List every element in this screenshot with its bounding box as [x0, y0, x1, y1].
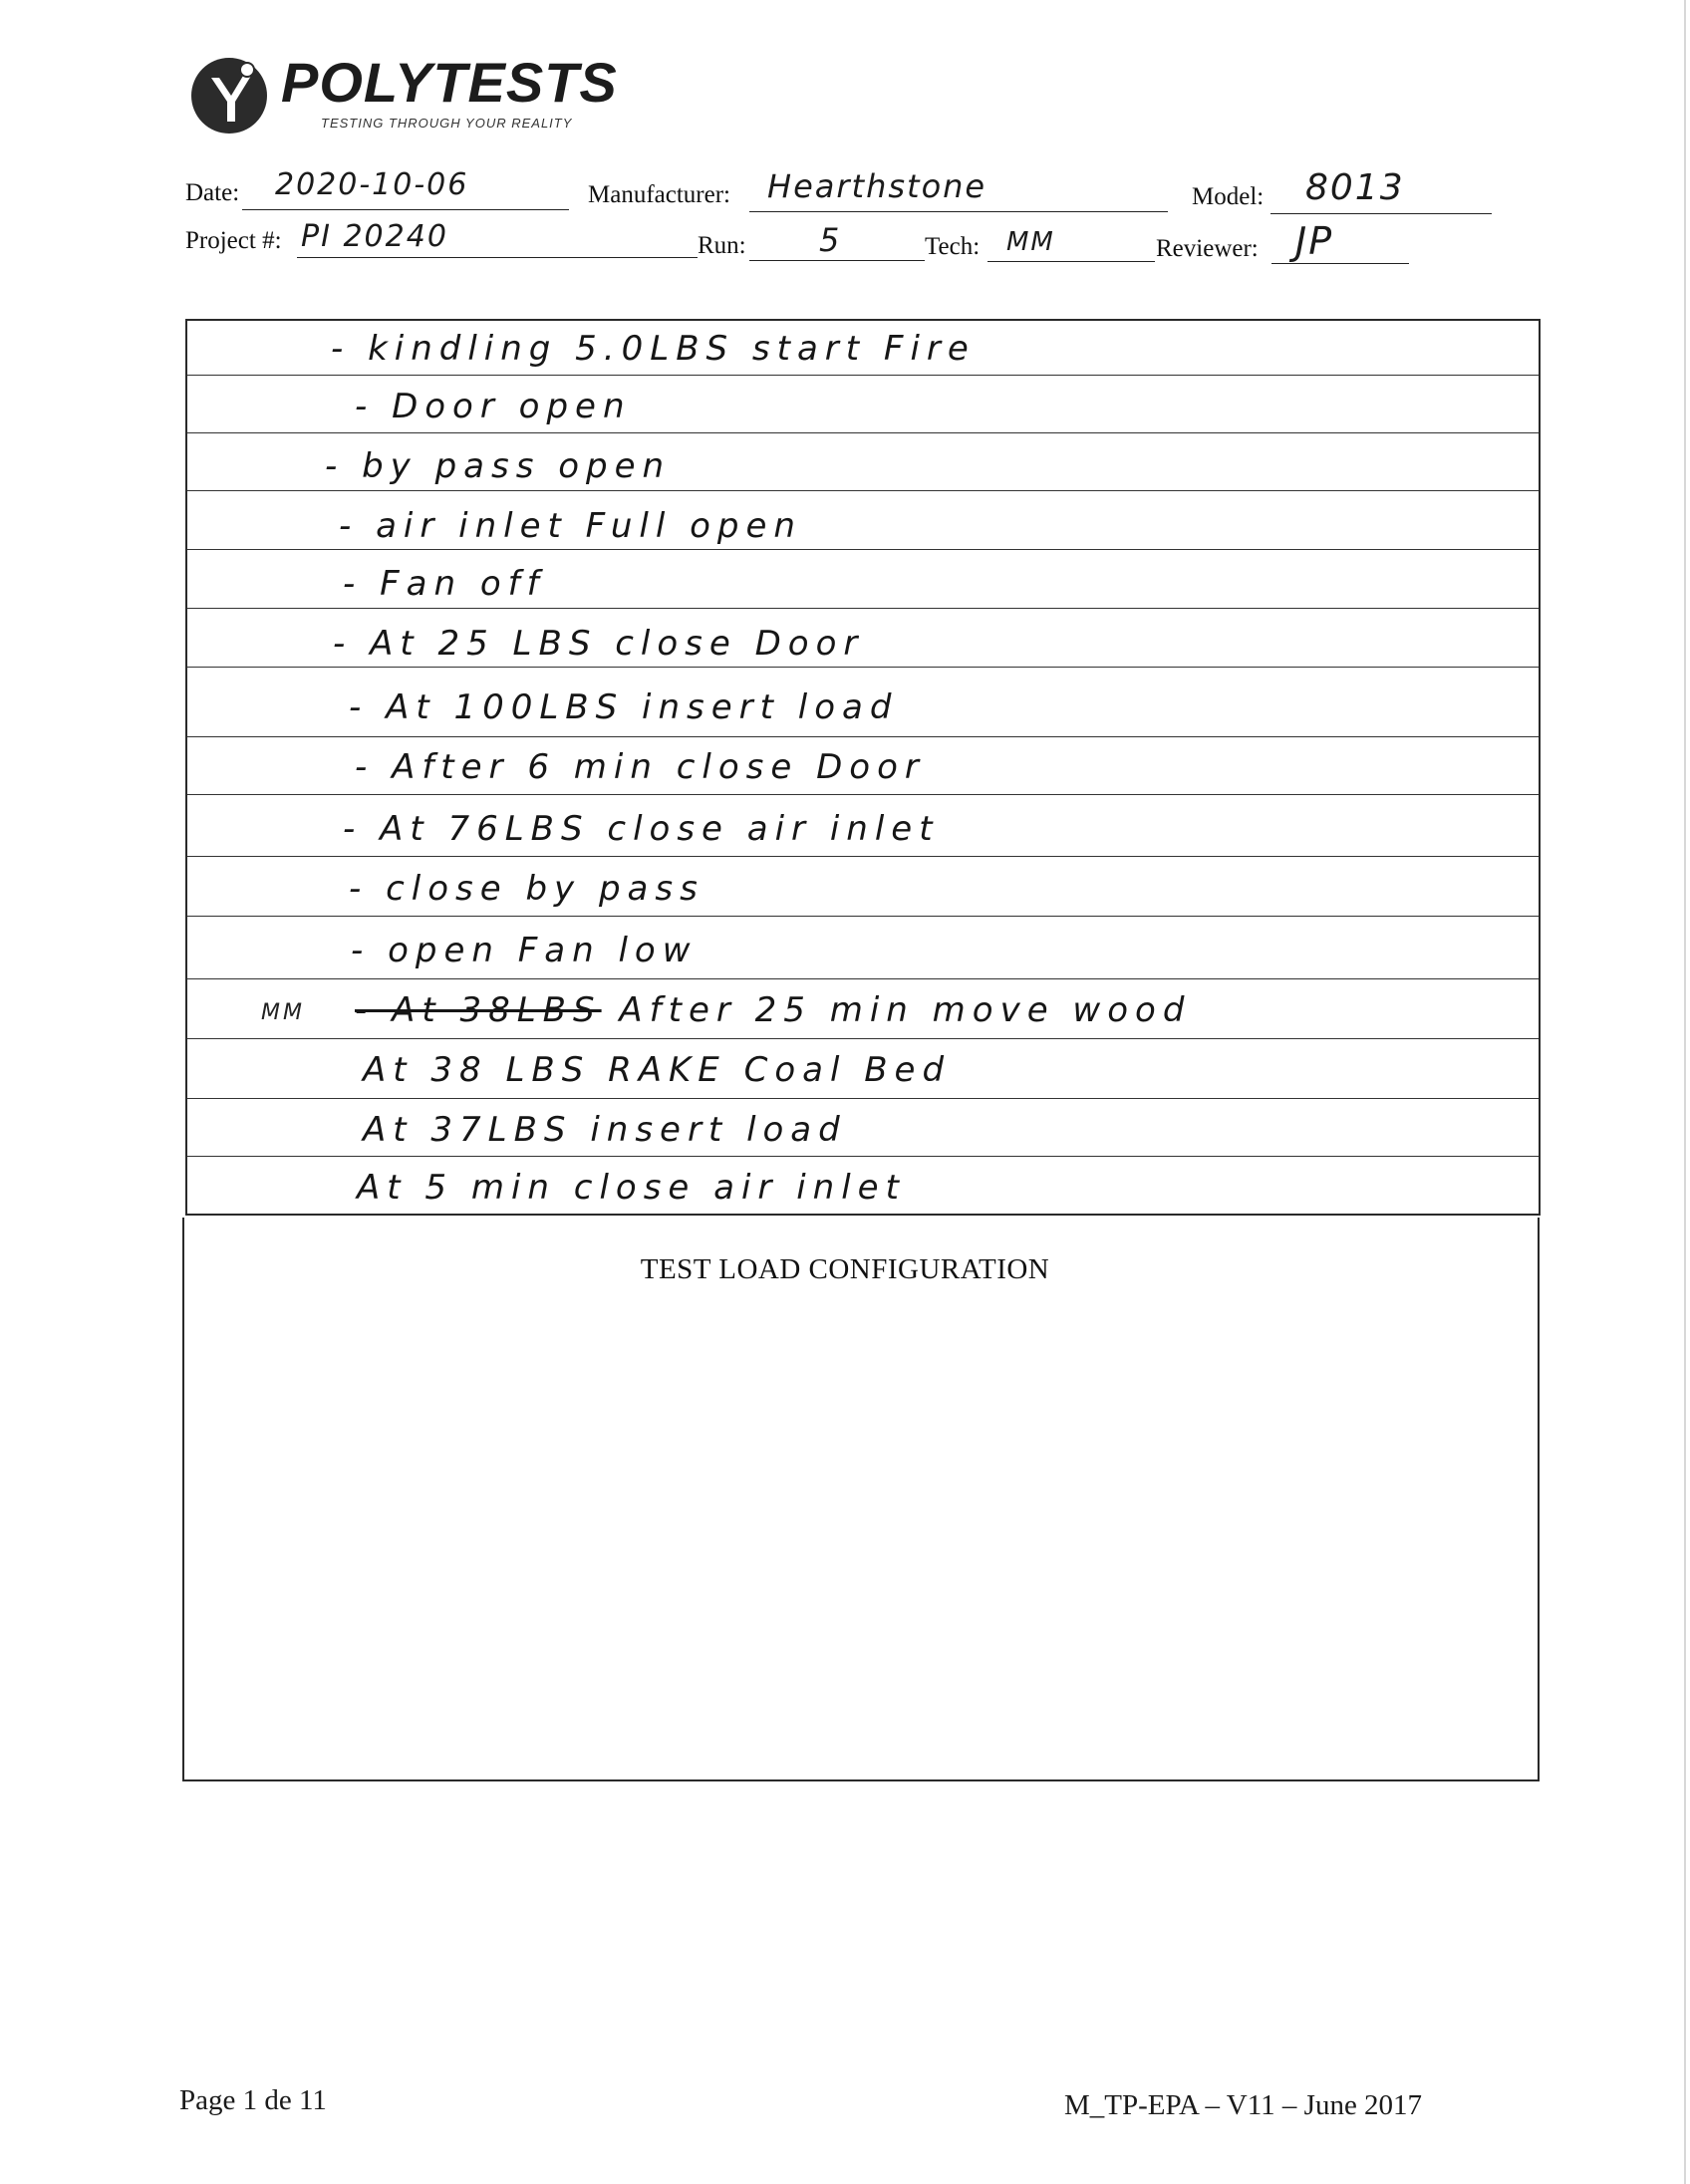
- reviewer-line: [1271, 263, 1409, 264]
- note-line: [363, 1110, 847, 1150]
- note-line: [333, 624, 864, 664]
- logo-wordmark: POLYTESTS: [281, 51, 618, 114]
- tech-line: [987, 261, 1155, 262]
- note-line: [331, 329, 976, 369]
- run-label: Run:: [698, 232, 746, 259]
- model-line: [1270, 213, 1492, 214]
- ruled-line: [187, 1098, 1539, 1099]
- project-line: [297, 257, 698, 258]
- ruled-line: [187, 978, 1539, 979]
- manufacturer-line: [749, 211, 1168, 212]
- document-reference: M_TP-EPA – V11 – June 2017: [1064, 2089, 1423, 2121]
- note-text: - At 25 LBS close Door: [333, 624, 865, 664]
- note-line: [343, 809, 940, 849]
- manufacturer-label: Manufacturer:: [588, 181, 730, 208]
- note-line: [351, 931, 698, 970]
- ruled-line: [187, 916, 1539, 917]
- note-text: - close by pass: [349, 869, 704, 909]
- note-text: - kindling 5.0LBS start Fire: [331, 329, 976, 369]
- date-label: Date:: [185, 179, 240, 206]
- ruled-line: [187, 736, 1539, 737]
- note-line: [325, 446, 671, 486]
- note-text: At 5 min close air inlet: [357, 1168, 906, 1208]
- ruled-line: [187, 1038, 1539, 1039]
- note-text: - After 6 min close Door: [355, 747, 926, 787]
- note-line: [349, 687, 898, 727]
- logo-tagline: TESTING THROUGH YOUR REALITY: [321, 116, 573, 131]
- note-line: [355, 747, 926, 787]
- ruled-line: [187, 490, 1539, 491]
- date-value: 2020-10-06: [275, 167, 469, 202]
- note-text: - At 100LBS insert load: [349, 687, 899, 727]
- ruled-line: [187, 432, 1539, 433]
- note-line: [363, 1050, 951, 1090]
- page-number: Page 1 de 11: [179, 2084, 327, 2116]
- note-text: - Fan off: [343, 564, 546, 604]
- run-line: [749, 260, 925, 261]
- note-line: [357, 1168, 906, 1208]
- reviewer-signature: JP: [1295, 219, 1334, 263]
- note-line: [343, 564, 546, 604]
- test-load-configuration-area: [182, 1218, 1540, 1781]
- project-label: Project #:: [185, 227, 282, 254]
- model-label: Model:: [1192, 183, 1265, 210]
- ruled-line: [187, 549, 1539, 550]
- note-line: [349, 869, 704, 909]
- note-line: [339, 506, 802, 546]
- ruled-line: [187, 794, 1539, 795]
- margin-initials: MM: [261, 1000, 305, 1025]
- ruled-line: [187, 608, 1539, 609]
- note-line: [355, 387, 632, 426]
- ruled-line: [187, 856, 1539, 857]
- ruled-line: [187, 1156, 1539, 1157]
- polytests-logo-icon: [189, 56, 269, 136]
- model-value: 8013: [1305, 167, 1405, 208]
- note-text: - air inlet Full open: [339, 506, 802, 546]
- note-text: - Door open: [355, 387, 632, 426]
- note-text: - by pass open: [325, 446, 672, 486]
- company-logo: [189, 50, 638, 139]
- ruled-line: [187, 667, 1539, 668]
- run-value: 5: [819, 221, 842, 259]
- ruled-line: [187, 375, 1539, 376]
- note-text: - open Fan low: [351, 931, 698, 970]
- manufacturer-value: Hearthstone: [767, 167, 987, 205]
- note-text: - At 76LBS close air inlet: [343, 809, 940, 849]
- date-line: [242, 209, 569, 210]
- tech-label: Tech:: [925, 233, 981, 260]
- page-edge: [1684, 0, 1686, 2184]
- struck-text: - At 38LBS: [355, 990, 602, 1030]
- note-text: At 37LBS insert load: [363, 1110, 847, 1150]
- note-text: After 25 min move wood: [619, 990, 1192, 1030]
- note-line: [355, 990, 1191, 1030]
- project-value: PI 20240: [301, 219, 448, 254]
- section-title: TEST LOAD CONFIGURATION: [640, 1253, 1050, 1285]
- tech-value: MM: [1006, 227, 1055, 257]
- note-text: At 38 LBS RAKE Coal Bed: [363, 1050, 952, 1090]
- reviewer-label: Reviewer:: [1156, 235, 1259, 262]
